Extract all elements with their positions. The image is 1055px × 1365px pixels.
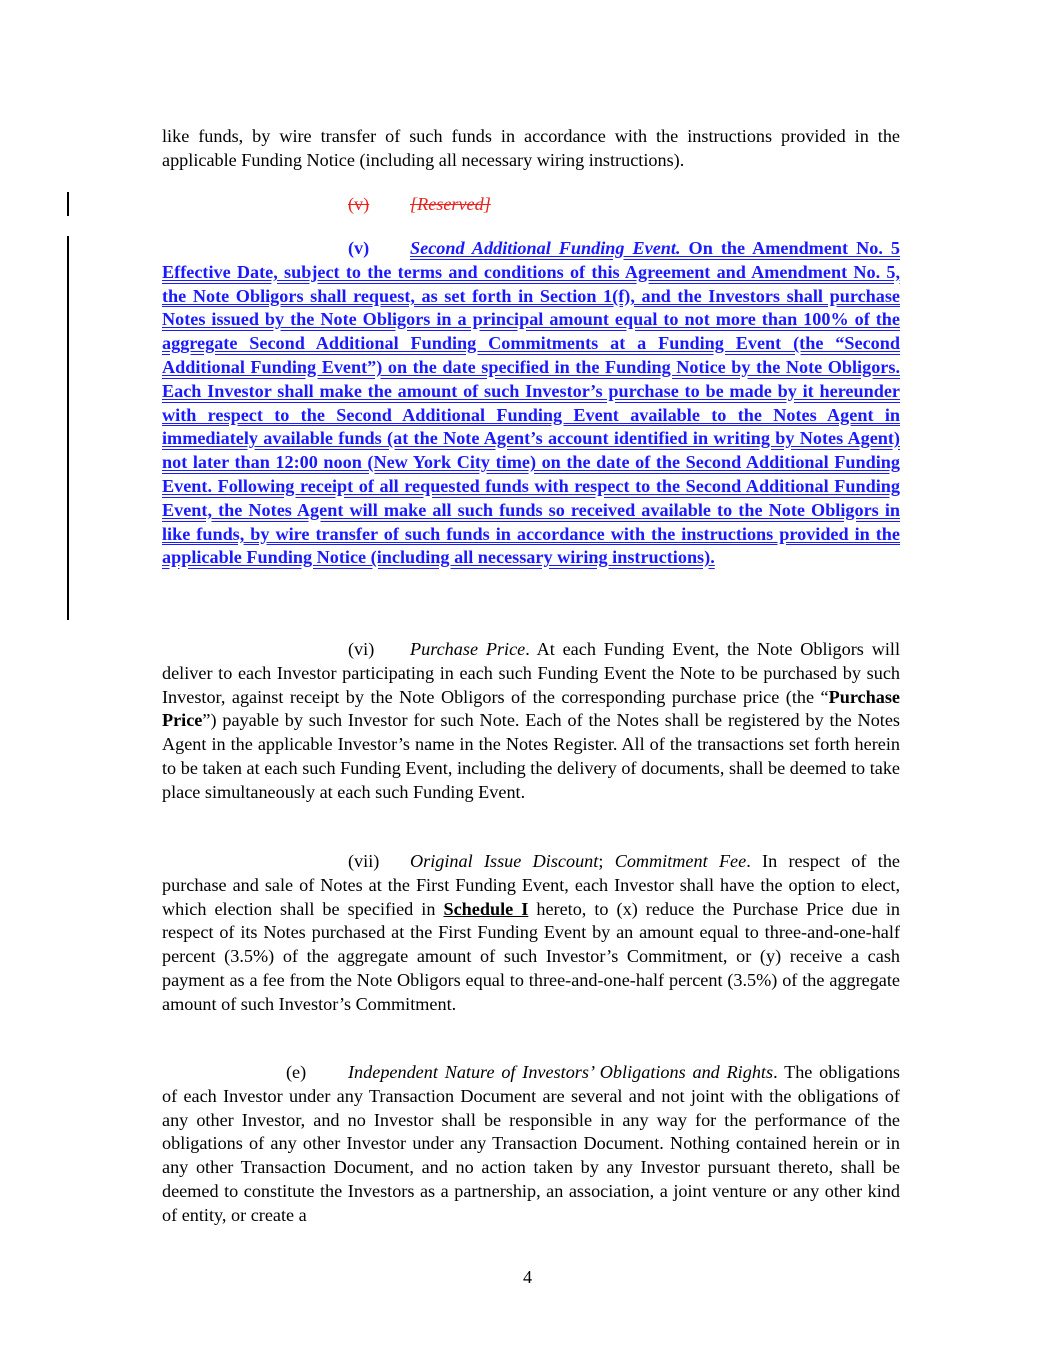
section-vii-text-a: . In respect of the purchase and sale of Notes at the First Funding Event, each Investor shall have the option to elect, which election shall be specified in (162, 851, 900, 919)
section-vii-number: (vii) (348, 851, 380, 871)
section-e-title: Independent Nature of Investors’ Obligations and Rights (348, 1062, 774, 1082)
section-vii-separator: ; (598, 851, 604, 871)
section-vii-title-b: Commitment Fee (614, 851, 747, 871)
paragraph-original-issue-discount (162, 850, 900, 1017)
defined-term-purchase-price: Purchase Price (162, 686, 900, 731)
change-bar-inserted (67, 236, 69, 620)
paragraph-deleted-reserved (162, 193, 900, 217)
section-e-number: (e) (286, 1062, 307, 1082)
section-vi-text-a: . At each Funding Event, the Note Obligors will deliver to each Investor participating in each such Funding Event the Note to be purchased by such Investor, against receipt by the Note Obligors of the corresponding purchase price (the “ (162, 639, 901, 707)
section-vi-number: (vi) (348, 639, 375, 659)
paragraph-intro (162, 125, 900, 173)
paragraph-intro-text: like funds, by wire transfer of such funds in accordance with the instructions provided in the applicable Funding Notice (including all necessary wiring instructions). (162, 126, 900, 170)
inserted-section-number: (v) (348, 238, 370, 258)
paragraph-purchase-price (162, 638, 900, 805)
paragraph-inserted-second-funding (162, 237, 900, 570)
paragraph-independent-nature (162, 1061, 900, 1228)
inserted-section-title: Second Additional Funding Event. (410, 238, 681, 258)
section-vi-title: Purchase Price (410, 639, 526, 659)
schedule-i-reference: Schedule I (443, 898, 529, 919)
deleted-section-number: (v) (348, 194, 370, 214)
deleted-section-title: [Reserved] (410, 194, 491, 214)
change-bar-deleted (67, 192, 69, 216)
section-vii-title-a: Original Issue Discount (410, 851, 599, 871)
page-number: 4 (522, 1267, 533, 1287)
section-e-text: . The obligations of each Investor under any Transaction Document are several and not joint with the obligations of any other Investor, and no Investor shall be responsible in any way for the performance of the obligations of any other Investor under any Transaction Document. Nothing contained herein or in any other Transaction Document, and no action taken by any Investor pursuant thereto, shall be deemed to constitute the Investors as a partnership, an association, a joint venture or any other kind of entity, or create a (162, 1062, 900, 1225)
section-vii-text-b: hereto, to (x) reduce the Purchase Price due in respect of its Notes purchased at the First Funding Event by an amount equal to three-and-one-half percent (3.5%) of the aggregate amount of such Investor’s Commitment, or (y) receive a cash payment as a fee from the Note Obligors equal to three-and-one-half percent (3.5%) of the aggregate amount of such Investor’s Commitment. (162, 898, 901, 1014)
inserted-section-body: On the Amendment No. 5 Effective Date, subject to the terms and conditions of this Agreement and Amendment No. 5, the Note Obligors shall request, as set forth in Section 1(f), and the Investors shall purchase Notes issued by the Note Obligors in a principal amount equal to not more than 100% of the aggregate Second Additional Funding Commitments at a Funding Event (the “Second Additional Funding Event”) on the date specified in the Funding Notice by the Note Obligors. Each Investor shall make the amount of such Investor’s purchase to be made by it hereunder with respect to the Second Additional Funding Event available to the Notes Agent in immediately available funds (at the Note Agent’s account identified in writing by Notes Agent) not later than 12:00 noon (New York City time) on the date of the Second Additional Funding Event. Following receipt of all requested funds with respect to the Second Additional Funding Event, the Notes Agent will make all such funds so received available to the Note Obligors in like funds, by wire transfer of such funds in accordance with the instructions provided in the applicable Funding Notice (including all necessary wiring instructions). (162, 238, 901, 568)
section-vi-text-b: ”) payable by such Investor for such Note. Each of the Notes shall be registered by the Notes Agent in the applicable Investor’s name in the Notes Register. All of the transactions set forth herein to be taken at each such Funding Event, including the delivery of documents, shall be deemed to take place simultaneously at each such Funding Event. (162, 710, 900, 802)
